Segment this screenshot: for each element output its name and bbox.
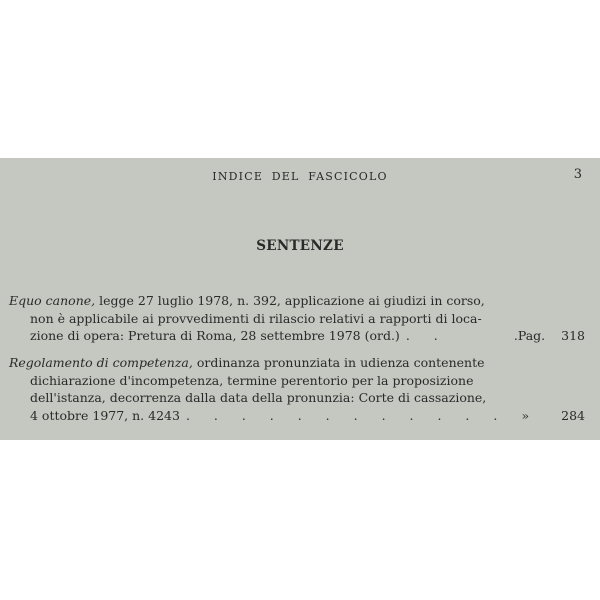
entry-text: legge 27 luglio 1978, n. 392, applicazione ai giudizi in corso, <box>99 293 485 308</box>
page-label: .Pag. <box>513 328 546 343</box>
entry-text: ordinanza pronunziata in udienza contenente <box>196 355 485 370</box>
entry-line: dell'istanza, decorrenza dalla data della pronunzia: Corte di cassazione, <box>30 390 487 405</box>
entry-text: 4 ottobre 1977, n. 4243 <box>30 407 180 423</box>
page-number: 3 <box>573 167 582 182</box>
entry-topic: Equo canone, <box>9 293 96 308</box>
entry-text: zione di opera: Pretura di Roma, 28 settembre 1978 (ord.) <box>30 328 400 343</box>
page-value: 284 <box>561 407 585 423</box>
page-reference <box>510 327 585 345</box>
index-entry-equo-canone <box>9 292 585 345</box>
entry-line <box>9 292 585 310</box>
ditto-mark: » <box>521 407 530 423</box>
page-reference <box>517 407 585 425</box>
dot-leader: . . <box>405 328 448 343</box>
section-title: SENTENZE <box>256 238 344 254</box>
entry-topic: Regolamento di competenza, <box>9 355 193 370</box>
entry-line <box>9 354 585 372</box>
entry-line: non è applicabile ai provvedimenti di rilascio relativi a rapporti di loca- <box>30 310 482 326</box>
running-head: INDICE DEL FASCICOLO <box>212 170 388 183</box>
index-page <box>0 158 600 440</box>
page-value: 318 <box>561 328 585 343</box>
index-entry-regolamento-di-competenza <box>9 354 585 424</box>
dot-leader: . . . . . . . . . . . . <box>185 407 508 423</box>
entry-line <box>9 407 585 425</box>
entry-line <box>9 327 585 345</box>
entry-line: dichiarazione d'incompetenza, termine perentorio per la proposizione <box>30 372 474 388</box>
